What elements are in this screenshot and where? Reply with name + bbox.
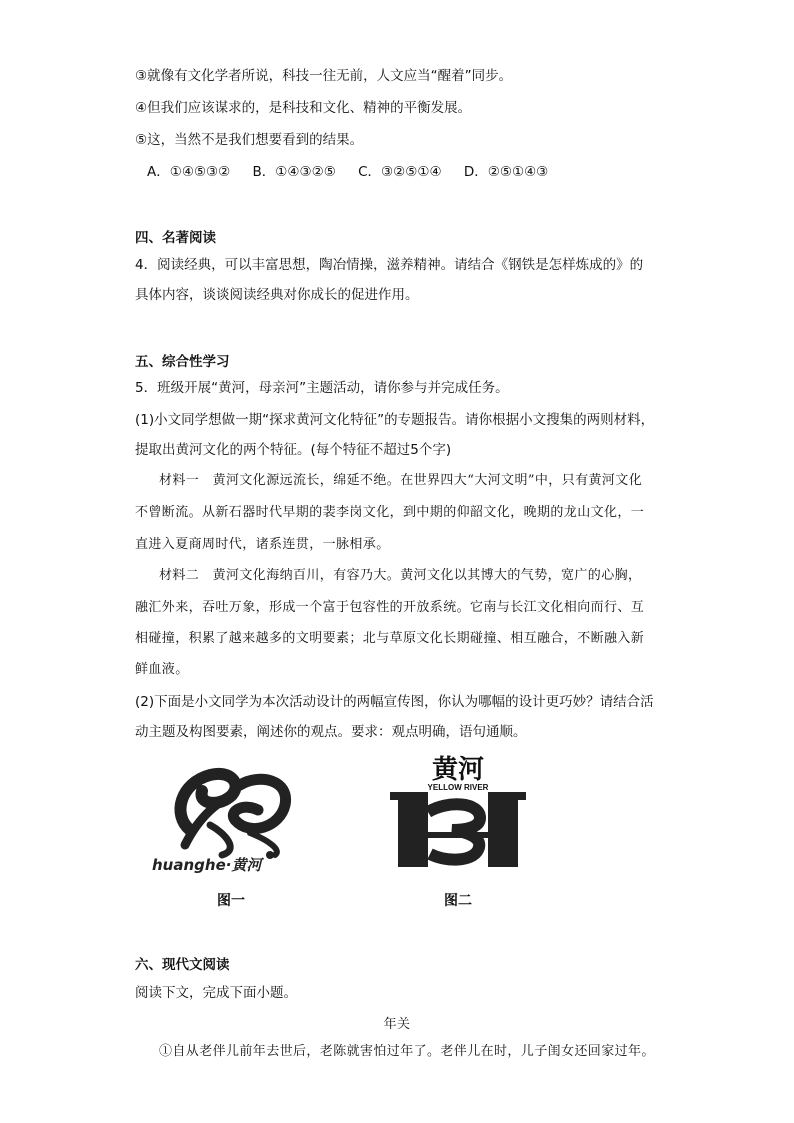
q5-part2-line-1: (2)下面是小文同学为本次活动设计的两幅宣传图，你认为哪幅的设计更巧妙？请结合活	[135, 694, 654, 710]
q5-part1-line-2: 提取出黄河文化的两个特征。(每个特征不超过5个字)	[135, 442, 452, 458]
figure-2-caption: 图二	[444, 893, 472, 909]
q3-item-5: ⑤这，当然不是我们想要看到的结果。	[135, 132, 364, 148]
q3-item-3: ③就像有文化学者所说，科技一往无前，人文应当“醒着”同步。	[135, 68, 513, 84]
material1-line-1: 材料一 黄河文化源远流长，绵延不绝。在世界四大“大河文明”中，只有黄河文化	[159, 473, 643, 488]
figure-1-caption: 图一	[217, 893, 245, 909]
q5-intro: 5．班级开展“黄河，母亲河”主题活动，请你参与并完成任务。	[135, 380, 509, 396]
option-a[interactable]: A．①④⑤③②	[147, 164, 231, 180]
q4-line-2: 具体内容，谈谈阅读经典对你成长的促进作用。	[135, 287, 419, 303]
figure-2-subtitle: YELLOW RIVER	[427, 783, 489, 792]
article-paragraph-1: ①自从老伴儿前年去世后，老陈就害怕过年了。老伴儿在时，儿子闺女还回家过年。	[159, 1044, 655, 1059]
section4-heading: 四、名著阅读	[135, 230, 216, 246]
figure-1-wordmark: huanghe·黄河	[152, 856, 262, 874]
section6-intro: 阅读下文，完成下面小题。	[135, 985, 297, 1001]
q4-line-1: 4．阅读经典，可以丰富思想，陶冶情操，滋养精神。请结合《钢铁是怎样炼成的》的	[135, 257, 644, 273]
option-d[interactable]: D．②⑤①④③	[463, 164, 549, 180]
section5-heading: 五、综合性学习	[135, 354, 230, 370]
q5-part2-line-2: 动主题及构图要素，阐述你的观点。要求：观点明确，语句通顺。	[135, 724, 527, 740]
material2-line-1: 材料二 黄河文化海纳百川，有容乃大。黄河文化以其博大的气势，宽广的心胸，	[159, 568, 642, 583]
figure-2-title: 黄河	[431, 755, 485, 785]
material2-line-3: 相碰撞，积累了越来越多的文明要素；北与草原文化长期碰撞、相互融合，不断融入新	[135, 631, 645, 646]
figure-2-emblem-icon	[388, 750, 528, 880]
figure-1-calligraphy-icon	[150, 755, 310, 885]
figure-1-logo	[150, 755, 310, 885]
material2-line-4: 鲜血液。	[135, 662, 189, 677]
material1-line-3: 直进入夏商周时代，诸系连贯，一脉相承。	[135, 537, 390, 552]
figure-2-logo	[388, 750, 528, 880]
q3-item-4: ④但我们应该谋求的，是科技和文化、精神的平衡发展。	[135, 100, 472, 116]
option-b[interactable]: B．①④③②⑤	[252, 164, 336, 180]
section6-heading: 六、现代文阅读	[135, 957, 230, 973]
q5-part1-line-1: (1)小文同学想做一期“探求黄河文化特征”的专题报告。请你根据小文搜集的两则材料，	[135, 412, 655, 428]
material2-line-2: 融汇外来，吞吐万象，形成一个富于包容性的开放系统。它南与长江文化相向而行、互	[135, 600, 645, 615]
q3-options	[147, 162, 667, 182]
material1-line-2: 不曾断流。从新石器时代早期的裴李岗文化，到中期的仰韶文化，晚期的龙山文化，一	[135, 505, 645, 520]
article-title: 年关	[383, 1017, 411, 1032]
option-c[interactable]: C．③②⑤①④	[358, 164, 442, 180]
